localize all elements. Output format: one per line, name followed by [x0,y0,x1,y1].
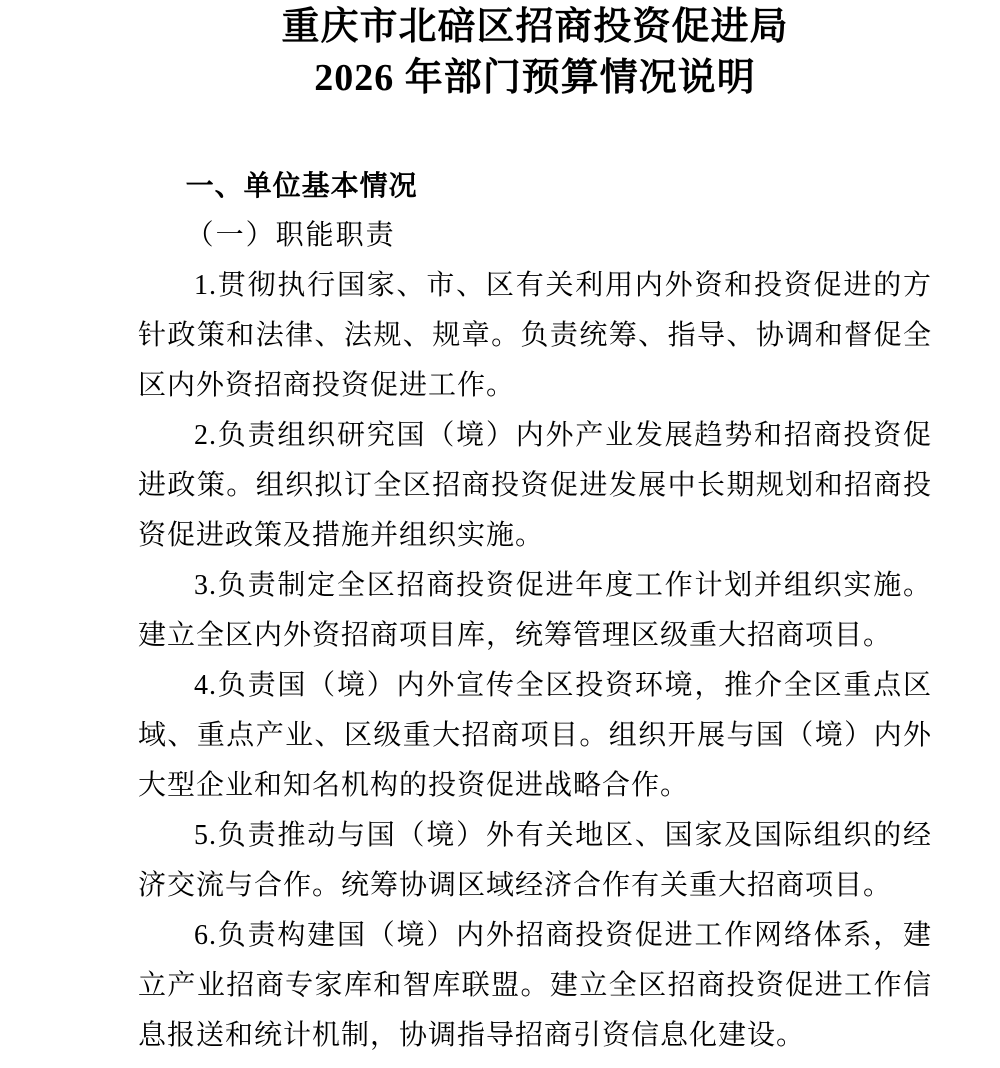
section-heading-basic-info: 一、单位基本情况 [185,170,418,201]
duty-paragraph-3: 3.负责制定全区招商投资促进年度工作计划并组织实施。建立全区内外资招商项目库，统筹管理区级重大招商项目。 [138,570,932,651]
duty-paragraph-6: 6.负责构建国（境）内外招商投资促进工作网络体系，建立产业招商专家库和智库联盟。建立全区招商投资促进工作信息报送和统计机制，协调指导招商引资信息化建设。 [138,920,932,1051]
document-title-line-1: 重庆市北碚区招商投资促进局 [281,6,789,48]
duty-paragraph-1: 1.贯彻执行国家、市、区有关利用内外资和投资促进的方针政策和法律、法规、规章。负责统筹、指导、协调和督促全区内外资招商投资促进工作。 [138,270,932,401]
document-title-line-2: 2026 年部门预算情况说明 [314,57,756,99]
duty-paragraph-5: 5.负责推动与国（境）外有关地区、国家及国际组织的经济交流与合作。统筹协调区域经济合作有关重大招商项目。 [138,820,932,901]
duty-paragraph-4: 4.负责国（境）内外宣传全区投资环境，推介全区重点区域、重点产业、区级重大招商项目。组织开展与国（境）内外大型企业和知名机构的投资促进战略合作。 [138,670,932,801]
subsection-heading-duties: （一）职能职责 [185,220,396,251]
document-title [138,2,932,104]
duty-paragraph-2: 2.负责组织研究国（境）内外产业发展趋势和招商投资促进政策。组织拟订全区招商投资促进发展中长期规划和招商投资促进政策及措施并组织实施。 [138,420,932,551]
